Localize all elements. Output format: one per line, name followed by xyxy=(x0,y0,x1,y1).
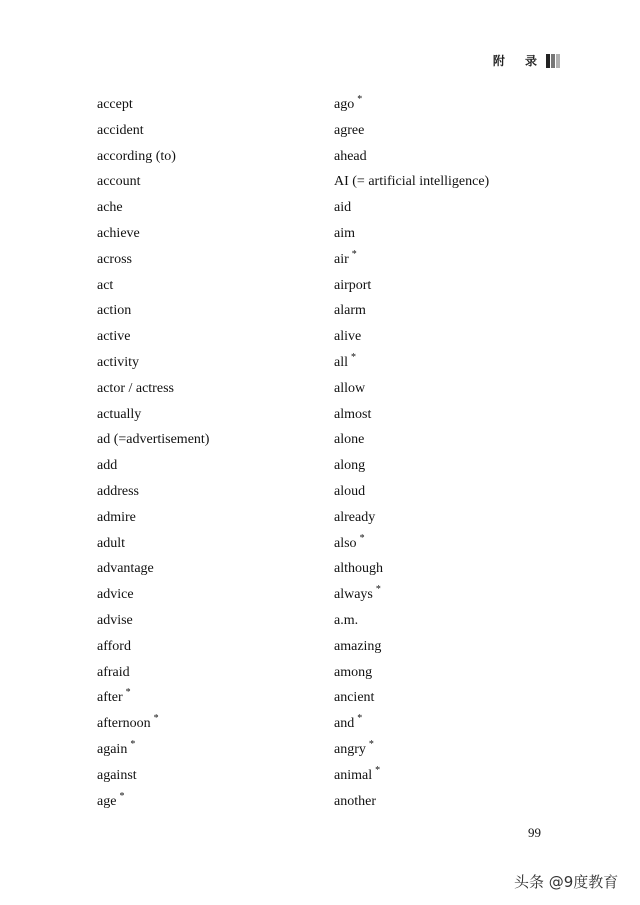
word-text: airport xyxy=(334,277,372,293)
word-entry xyxy=(97,479,209,505)
word-text: although xyxy=(334,561,383,577)
word-entry xyxy=(97,427,209,453)
word-text: air xyxy=(334,251,349,267)
word-text: alive xyxy=(334,329,362,345)
word-entry xyxy=(334,247,489,273)
word-entry xyxy=(334,376,489,402)
word-entry xyxy=(97,118,209,144)
word-text: ancient xyxy=(334,690,375,706)
word-entry xyxy=(97,298,209,324)
word-entry xyxy=(97,324,209,350)
word-entry xyxy=(334,479,489,505)
word-text: along xyxy=(334,458,366,474)
word-entry xyxy=(97,144,209,170)
word-entry xyxy=(334,195,489,221)
word-entry xyxy=(97,273,209,299)
word-entry xyxy=(334,634,489,660)
word-text: advice xyxy=(97,587,134,603)
word-column-left xyxy=(97,92,209,814)
word-text: actor / actress xyxy=(97,380,174,396)
word-text: advantage xyxy=(97,561,154,577)
word-text: a.m. xyxy=(334,612,359,628)
word-text: agree xyxy=(334,122,365,138)
word-text: again xyxy=(97,741,128,757)
word-text: afternoon xyxy=(97,716,151,732)
page-header xyxy=(493,52,560,69)
word-entry xyxy=(97,556,209,582)
word-text: accident xyxy=(97,122,144,138)
star-mark: * xyxy=(357,713,363,725)
word-entry xyxy=(97,789,209,815)
word-text: almost xyxy=(334,406,372,422)
word-entry xyxy=(334,92,489,118)
star-mark: * xyxy=(375,584,381,596)
star-mark: * xyxy=(359,532,365,544)
word-text: alarm xyxy=(334,303,366,319)
word-entry xyxy=(97,582,209,608)
word-text: angry xyxy=(334,741,366,757)
star-mark: * xyxy=(153,713,159,725)
star-mark: * xyxy=(368,738,374,750)
word-entry xyxy=(334,118,489,144)
word-entry xyxy=(97,608,209,634)
word-entry xyxy=(97,402,209,428)
word-text: aid xyxy=(334,200,352,216)
word-entry xyxy=(334,685,489,711)
word-entry xyxy=(97,221,209,247)
word-entry xyxy=(334,298,489,324)
word-text: action xyxy=(97,303,132,319)
word-text: amazing xyxy=(334,638,382,654)
header-title: 附 录 xyxy=(492,54,545,68)
star-mark: * xyxy=(119,790,125,802)
word-text: address xyxy=(97,483,139,499)
word-entry xyxy=(97,634,209,660)
word-text: already xyxy=(334,509,376,525)
watermark: 头条 @9度教育 xyxy=(514,873,619,891)
word-text: actually xyxy=(97,406,142,422)
word-text: achieve xyxy=(97,225,140,241)
word-text: ache xyxy=(97,200,123,216)
word-text: activity xyxy=(97,354,139,370)
word-text: age xyxy=(97,793,117,809)
word-text: allow xyxy=(334,380,366,396)
word-entry xyxy=(97,763,209,789)
word-entry xyxy=(334,711,489,737)
star-mark: * xyxy=(351,248,357,260)
word-text: aim xyxy=(334,225,355,241)
word-text: active xyxy=(97,329,131,345)
word-text: adult xyxy=(97,535,125,551)
star-mark: * xyxy=(357,94,363,105)
word-entry xyxy=(97,453,209,479)
word-entry xyxy=(97,195,209,221)
word-entry xyxy=(334,402,489,428)
word-text: ago xyxy=(334,97,355,112)
word-entry xyxy=(334,660,489,686)
word-column-right xyxy=(334,92,489,814)
word-entry xyxy=(334,789,489,815)
word-entry xyxy=(334,531,489,557)
word-entry xyxy=(334,350,489,376)
word-entry xyxy=(97,685,209,711)
word-entry xyxy=(97,505,209,531)
header-bar-mid xyxy=(551,54,555,68)
word-entry xyxy=(97,376,209,402)
word-entry xyxy=(334,556,489,582)
word-text: all xyxy=(334,354,348,370)
word-entry xyxy=(334,582,489,608)
word-text: after xyxy=(97,690,123,706)
star-mark: * xyxy=(351,351,356,363)
word-text: account xyxy=(97,174,141,190)
word-text: another xyxy=(334,793,376,809)
word-entry xyxy=(97,737,209,763)
word-entry xyxy=(334,144,489,170)
star-mark: * xyxy=(130,738,136,750)
star-mark: * xyxy=(375,764,381,776)
word-text: across xyxy=(97,251,132,267)
word-entry xyxy=(334,453,489,479)
word-entry xyxy=(334,273,489,299)
word-entry xyxy=(334,221,489,247)
word-text: ad (=advertisement) xyxy=(97,432,210,448)
star-mark: * xyxy=(125,687,131,699)
word-text: admire xyxy=(97,509,136,525)
word-entry xyxy=(97,531,209,557)
word-text: among xyxy=(334,664,373,680)
word-text: add xyxy=(97,458,118,474)
word-entry xyxy=(334,427,489,453)
word-text: alone xyxy=(334,432,365,448)
word-entry xyxy=(97,350,209,376)
word-text: always xyxy=(334,587,373,603)
word-entry xyxy=(97,660,209,686)
word-entry xyxy=(97,92,209,118)
word-entry xyxy=(334,737,489,763)
word-text: afraid xyxy=(97,664,130,680)
word-entry xyxy=(97,169,209,195)
word-entry xyxy=(334,169,489,195)
word-text: animal xyxy=(334,767,373,783)
word-entry xyxy=(334,608,489,634)
header-bars-decoration xyxy=(545,54,560,68)
word-text: afford xyxy=(97,638,131,654)
word-text: also xyxy=(334,535,357,551)
word-entry xyxy=(334,324,489,350)
word-text: aloud xyxy=(334,483,366,499)
header-bar-light xyxy=(556,54,560,68)
word-entry xyxy=(97,247,209,273)
word-text: and xyxy=(334,716,355,732)
word-text: against xyxy=(97,767,137,783)
word-text: accept xyxy=(97,97,133,112)
word-text: act xyxy=(97,277,114,293)
word-entry xyxy=(334,505,489,531)
word-entry xyxy=(97,711,209,737)
header-bar-dark xyxy=(546,54,550,68)
word-text: AI (= artificial intelligence) xyxy=(334,174,490,190)
word-text: advise xyxy=(97,612,133,628)
word-entry xyxy=(334,763,489,789)
word-text: ahead xyxy=(334,148,367,164)
word-text: according (to) xyxy=(97,148,176,164)
page-number: 99 xyxy=(528,825,541,840)
